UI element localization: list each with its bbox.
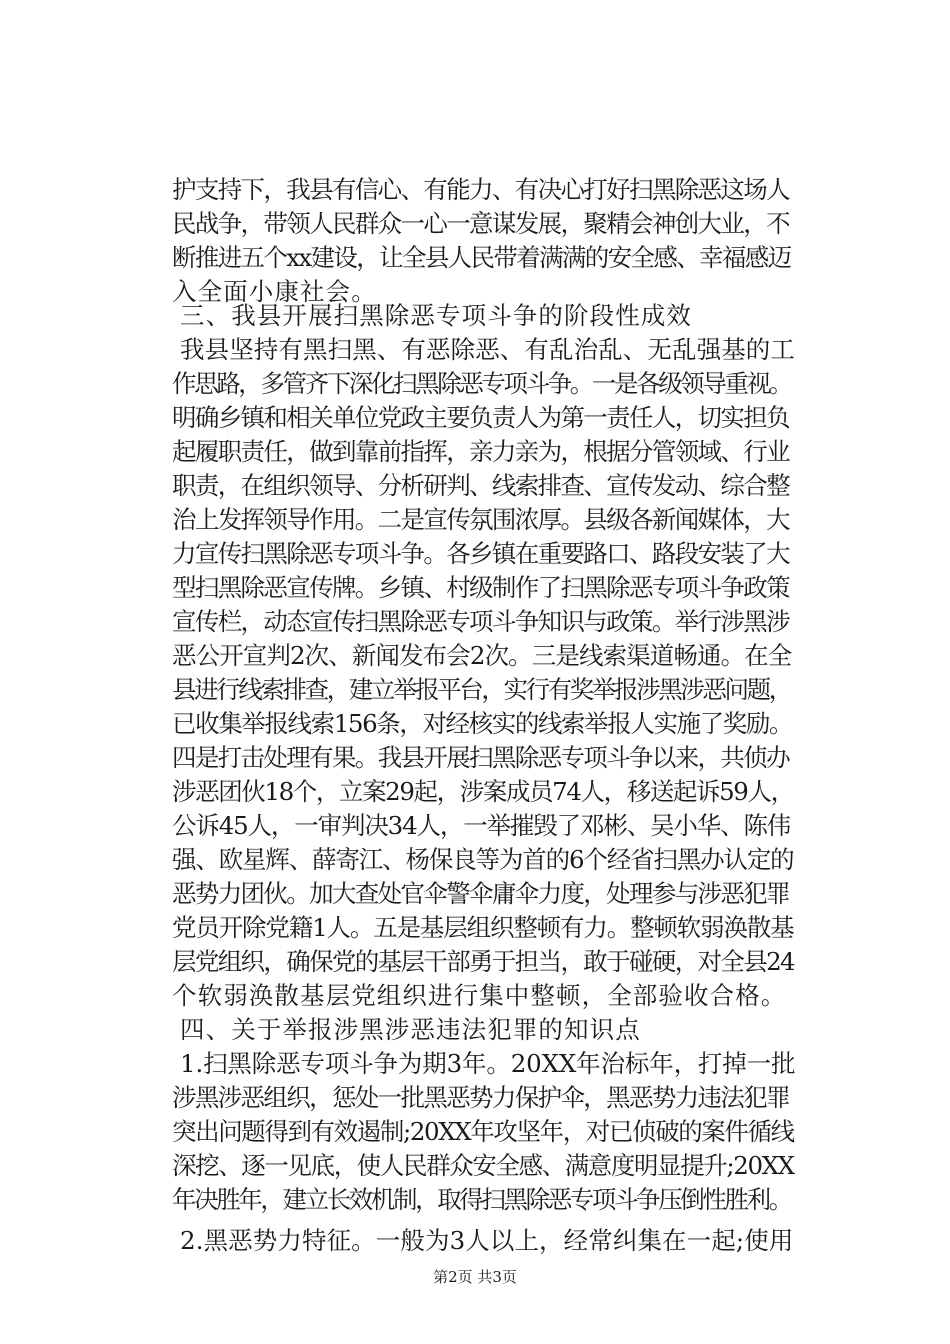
text-line: 明确乡镇和相关单位党政主要负责人为第一责任人，切实担负: [172, 403, 789, 432]
text-line: 公诉45人，一审判决34人，一举摧毁了邓彬、吴小华、陈伟: [172, 811, 791, 840]
text-line: 县进行线索排查，建立举报平台，实行有奖举报涉黑涉恶问题，: [172, 675, 791, 704]
text-line: 作思路，多管齐下深化扫黑除恶专项斗争。一是各级领导重视。: [172, 369, 791, 398]
text-line: 个软弱涣散基层党组织进行集中整顿，全部验收合格。: [172, 981, 787, 1010]
text-line: 2.黑恶势力特征。一般为3人以上，经常纠集在一起;使用: [180, 1226, 794, 1255]
text-line: 深挖、逐一见底，使人民群众安全感、满意度明显提升;20XX: [172, 1151, 794, 1180]
text-line: 强、欧星辉、薛寄江、杨保良等为首的6个经省扫黑办认定的: [172, 845, 794, 874]
text-line: 涉恶团伙18个，立案29起，涉案成员74人，移送起诉59人，: [172, 777, 794, 806]
text-line: 突出问题得到有效遏制;20XX年攻坚年，对已侦破的案件循线: [172, 1117, 794, 1146]
text-line: 护支持下，我县有信心、有能力、有决心打好扫黑除恶这场人: [172, 175, 789, 204]
text-line: 宣传栏，动态宣传扫黑除恶专项斗争知识与政策。举行涉黑涉: [172, 607, 789, 636]
text-line: 党员开除党籍1人。五是基层组织整顿有力。整顿软弱涣散基: [172, 913, 794, 942]
text-line: 年决胜年，建立长效机制，取得扫黑除恶专项斗争压倒性胜利。: [172, 1185, 791, 1214]
text-line: 治上发挥领导作用。二是宣传氛围浓厚。县级各新闻媒体，大: [172, 505, 789, 534]
text-line: 型扫黑除恶宣传牌。乡镇、村级制作了扫黑除恶专项斗争政策: [172, 573, 789, 602]
text-line: 断推进五个xx建设，让全县人民带着满满的安全感、幸福感迈: [172, 243, 791, 272]
text-line: 我县坚持有黑扫黑、有恶除恶、有乱治乱、无乱强基的工: [180, 335, 795, 364]
text-line: 层党组织，确保党的基层干部勇于担当，敢于碰硬，对全县24: [172, 947, 794, 976]
page-number-footer: 第2页 共3页: [433, 1268, 517, 1286]
text-line: 职责，在组织领导、分析研判、线索排查、宣传发动、综合整: [172, 471, 789, 500]
text-line: 民战争，带领人民群众一心一意谋发展，聚精会神创大业，不: [172, 209, 789, 238]
text-line: 四是打击处理有果。我县开展扫黑除恶专项斗争以来，共侦办: [172, 743, 789, 772]
text-line: 已收集举报线索156条，对经核实的线索举报人实施了奖励。: [172, 709, 793, 738]
text-line: 1.扫黑除恶专项斗争为期3年。20XX年治标年，打掉一批: [180, 1049, 796, 1078]
text-line: 恶势力团伙。加大查处官伞警伞庸伞力度，处理参与涉恶犯罪: [172, 879, 789, 908]
text-line: 入全面小康社会。: [172, 277, 377, 306]
text-line: 恶公开宣判2次、新闻发布会2次。三是线索渠道畅通。在全: [172, 641, 792, 670]
text-line: 涉黑涉恶组织，惩处一批黑恶势力保护伞，黑恶势力违法犯罪: [172, 1083, 789, 1112]
section-heading: 四、关于举报涉黑涉恶违法犯罪的知识点: [180, 1015, 641, 1044]
text-line: 力宣传扫黑除恶专项斗争。各乡镇在重要路口、路段安装了大: [172, 539, 789, 568]
text-line: 起履职责任，做到靠前指挥，亲力亲为，根据分管领域、行业: [172, 437, 789, 466]
section-heading: 三、我县开展扫黑除恶专项斗争的阶段性成效: [180, 301, 692, 330]
